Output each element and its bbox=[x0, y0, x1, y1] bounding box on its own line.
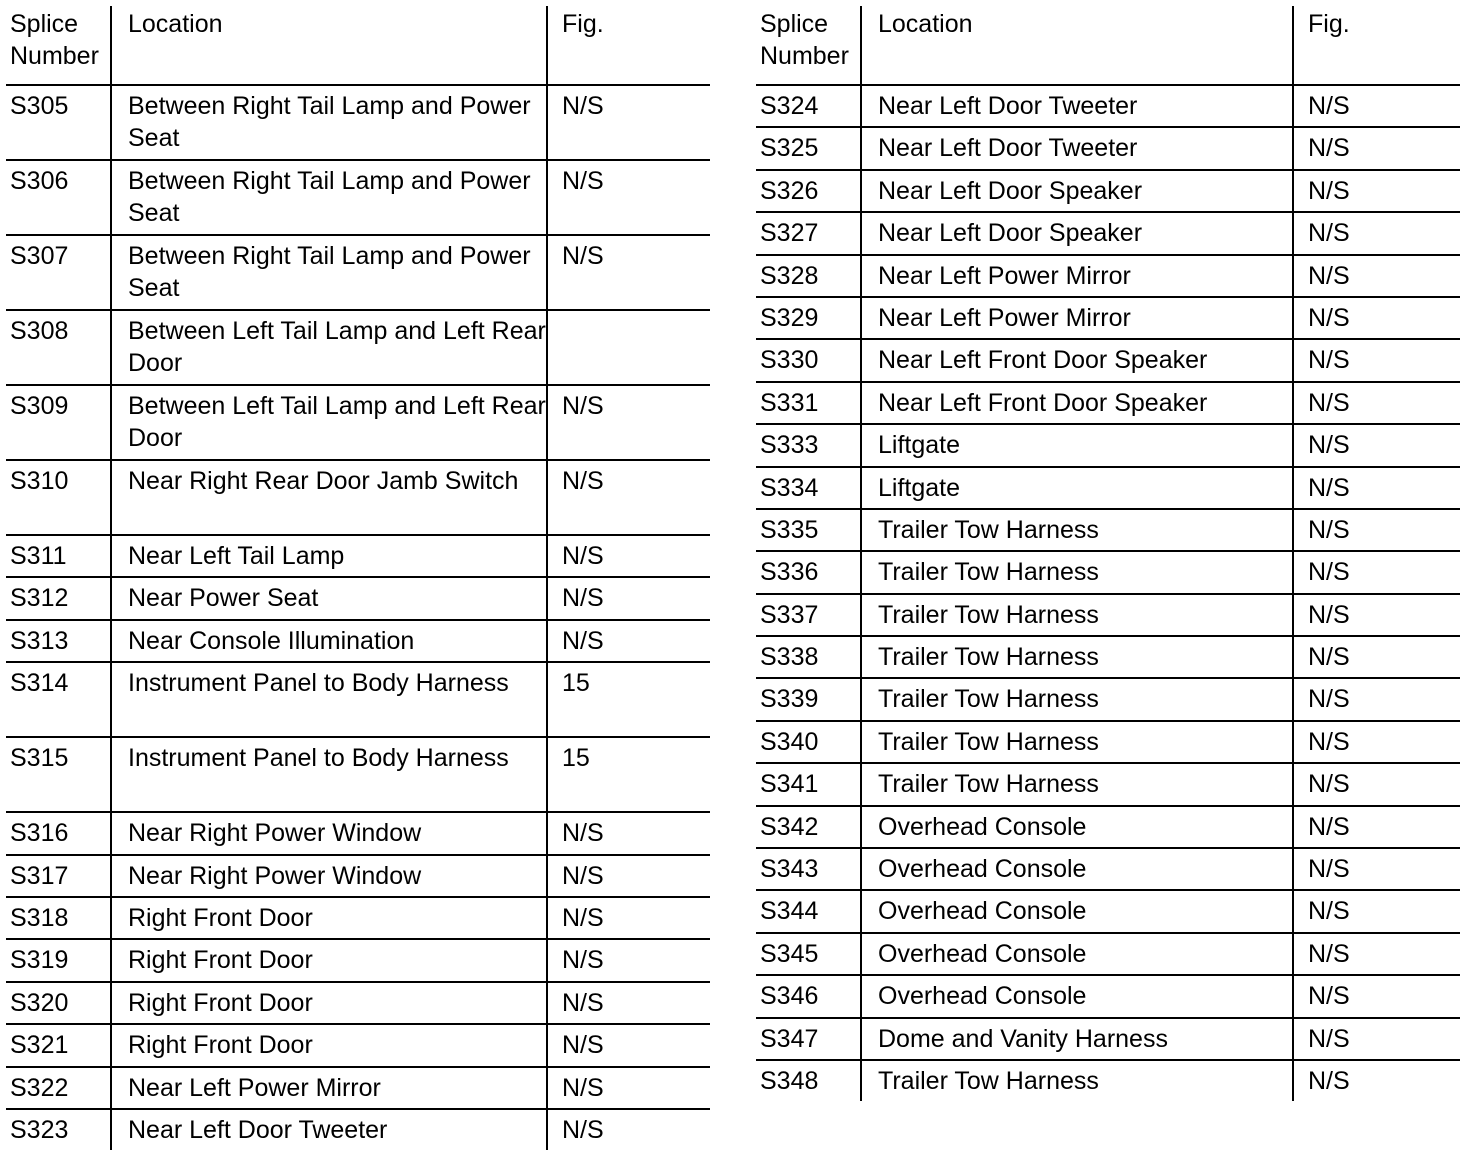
splice-number-cell: S312 bbox=[6, 576, 110, 618]
location-cell: Near Left Front Door Speaker bbox=[860, 381, 1292, 423]
fig-cell: N/S bbox=[1292, 805, 1460, 847]
location-cell: Liftgate bbox=[860, 423, 1292, 465]
location-cell: Near Power Seat bbox=[110, 576, 546, 618]
fig-cell: N/S bbox=[546, 384, 710, 459]
header-location: Location bbox=[860, 6, 1292, 84]
splice-number-cell: S348 bbox=[756, 1059, 860, 1101]
location-cell: Near Left Door Speaker bbox=[860, 211, 1292, 253]
fig-cell: N/S bbox=[1292, 593, 1460, 635]
fig-cell: N/S bbox=[1292, 338, 1460, 380]
location-cell: Near Left Door Tweeter bbox=[860, 84, 1292, 126]
location-cell: Trailer Tow Harness bbox=[860, 762, 1292, 804]
header-fig: Fig. bbox=[546, 6, 710, 84]
splice-table-right bbox=[756, 6, 1460, 1101]
splice-number-cell: S342 bbox=[756, 805, 860, 847]
location-cell: Overhead Console bbox=[860, 805, 1292, 847]
location-cell: Near Right Power Window bbox=[110, 854, 546, 896]
splice-number-cell: S326 bbox=[756, 169, 860, 211]
fig-cell: N/S bbox=[1292, 169, 1460, 211]
location-cell: Near Right Rear Door Jamb Switch bbox=[110, 459, 546, 534]
fig-cell: N/S bbox=[546, 1066, 710, 1108]
fig-cell: N/S bbox=[1292, 211, 1460, 253]
splice-number-cell: S345 bbox=[756, 932, 860, 974]
fig-cell: N/S bbox=[546, 938, 710, 980]
fig-cell: N/S bbox=[546, 1023, 710, 1065]
location-cell: Between Left Tail Lamp and Left Rear Door bbox=[110, 384, 546, 459]
location-cell: Trailer Tow Harness bbox=[860, 550, 1292, 592]
location-cell: Overhead Console bbox=[860, 974, 1292, 1016]
splice-number-cell: S309 bbox=[6, 384, 110, 459]
splice-number-cell: S325 bbox=[756, 126, 860, 168]
fig-cell: N/S bbox=[1292, 932, 1460, 974]
location-cell: Overhead Console bbox=[860, 847, 1292, 889]
location-cell: Trailer Tow Harness bbox=[860, 635, 1292, 677]
splice-number-cell: S308 bbox=[6, 309, 110, 384]
location-cell: Right Front Door bbox=[110, 938, 546, 980]
location-cell: Instrument Panel to Body Harness bbox=[110, 661, 546, 736]
location-cell: Right Front Door bbox=[110, 981, 546, 1023]
fig-cell: 15 bbox=[546, 736, 710, 811]
fig-cell: N/S bbox=[1292, 847, 1460, 889]
splice-number-cell: S319 bbox=[6, 938, 110, 980]
fig-cell: N/S bbox=[546, 854, 710, 896]
fig-cell: N/S bbox=[1292, 423, 1460, 465]
fig-cell: N/S bbox=[1292, 550, 1460, 592]
location-cell: Trailer Tow Harness bbox=[860, 1059, 1292, 1101]
fig-cell: N/S bbox=[1292, 381, 1460, 423]
splice-number-cell: S310 bbox=[6, 459, 110, 534]
location-cell: Between Right Tail Lamp and Power Seat bbox=[110, 84, 546, 159]
splice-number-cell: S337 bbox=[756, 593, 860, 635]
header-splice-number: Splice Number bbox=[760, 10, 849, 70]
splice-number-cell: S311 bbox=[6, 534, 110, 576]
location-cell: Instrument Panel to Body Harness bbox=[110, 736, 546, 811]
location-cell: Right Front Door bbox=[110, 1023, 546, 1065]
fig-cell: N/S bbox=[546, 619, 710, 661]
splice-number-cell: S318 bbox=[6, 896, 110, 938]
splice-number-cell: S323 bbox=[6, 1108, 110, 1150]
location-cell: Liftgate bbox=[860, 466, 1292, 508]
splice-number-cell: S317 bbox=[6, 854, 110, 896]
splice-number-cell: S343 bbox=[756, 847, 860, 889]
location-cell: Near Console Illumination bbox=[110, 619, 546, 661]
splice-number-cell: S335 bbox=[756, 508, 860, 550]
location-cell: Trailer Tow Harness bbox=[860, 677, 1292, 719]
fig-cell: N/S bbox=[1292, 254, 1460, 296]
splice-number-cell: S320 bbox=[6, 981, 110, 1023]
header-location: Location bbox=[110, 6, 546, 84]
fig-cell: N/S bbox=[546, 576, 710, 618]
fig-cell: N/S bbox=[546, 84, 710, 159]
splice-number-cell: S333 bbox=[756, 423, 860, 465]
splice-number-cell: S306 bbox=[6, 159, 110, 234]
fig-cell: N/S bbox=[546, 1108, 710, 1150]
header-fig: Fig. bbox=[1292, 6, 1460, 84]
location-cell: Between Right Tail Lamp and Power Seat bbox=[110, 159, 546, 234]
fig-cell: N/S bbox=[1292, 889, 1460, 931]
fig-cell: N/S bbox=[1292, 762, 1460, 804]
splice-number-cell: S314 bbox=[6, 661, 110, 736]
location-cell: Near Left Tail Lamp bbox=[110, 534, 546, 576]
splice-number-cell: S330 bbox=[756, 338, 860, 380]
splice-number-cell: S316 bbox=[6, 811, 110, 853]
splice-number-cell: S341 bbox=[756, 762, 860, 804]
splice-table-left bbox=[6, 6, 710, 1150]
splice-number-cell: S336 bbox=[756, 550, 860, 592]
fig-cell: N/S bbox=[1292, 126, 1460, 168]
fig-cell: N/S bbox=[546, 534, 710, 576]
location-cell: Near Left Front Door Speaker bbox=[860, 338, 1292, 380]
location-cell: Dome and Vanity Harness bbox=[860, 1017, 1292, 1059]
fig-cell: N/S bbox=[1292, 466, 1460, 508]
location-cell: Near Left Power Mirror bbox=[860, 296, 1292, 338]
splice-number-cell: S340 bbox=[756, 720, 860, 762]
fig-cell: N/S bbox=[546, 896, 710, 938]
fig-cell: N/S bbox=[1292, 974, 1460, 1016]
splice-number-cell: S338 bbox=[756, 635, 860, 677]
fig-cell: N/S bbox=[1292, 720, 1460, 762]
fig-cell: N/S bbox=[1292, 635, 1460, 677]
location-cell: Right Front Door bbox=[110, 896, 546, 938]
splice-number-cell: S329 bbox=[756, 296, 860, 338]
location-cell: Between Left Tail Lamp and Left Rear Door bbox=[110, 309, 546, 384]
splice-number-cell: S344 bbox=[756, 889, 860, 931]
location-cell: Overhead Console bbox=[860, 889, 1292, 931]
location-cell: Near Left Door Speaker bbox=[860, 169, 1292, 211]
splice-number-cell: S305 bbox=[6, 84, 110, 159]
splice-number-cell: S328 bbox=[756, 254, 860, 296]
fig-cell: N/S bbox=[546, 811, 710, 853]
location-cell: Trailer Tow Harness bbox=[860, 593, 1292, 635]
splice-number-cell: S322 bbox=[6, 1066, 110, 1108]
location-cell: Trailer Tow Harness bbox=[860, 508, 1292, 550]
fig-cell: N/S bbox=[1292, 296, 1460, 338]
splice-number-cell: S315 bbox=[6, 736, 110, 811]
fig-cell: N/S bbox=[546, 234, 710, 309]
location-cell: Near Left Power Mirror bbox=[860, 254, 1292, 296]
location-cell: Near Left Power Mirror bbox=[110, 1066, 546, 1108]
splice-number-cell: S321 bbox=[6, 1023, 110, 1065]
splice-number-cell: S327 bbox=[756, 211, 860, 253]
location-cell: Between Right Tail Lamp and Power Seat bbox=[110, 234, 546, 309]
splice-number-cell: S307 bbox=[6, 234, 110, 309]
splice-number-cell: S339 bbox=[756, 677, 860, 719]
fig-cell: N/S bbox=[1292, 508, 1460, 550]
fig-cell bbox=[546, 309, 710, 384]
location-cell: Trailer Tow Harness bbox=[860, 720, 1292, 762]
splice-number-cell: S324 bbox=[756, 84, 860, 126]
fig-cell: N/S bbox=[1292, 1017, 1460, 1059]
fig-cell: N/S bbox=[546, 981, 710, 1023]
location-cell: Near Left Door Tweeter bbox=[110, 1108, 546, 1150]
location-cell: Overhead Console bbox=[860, 932, 1292, 974]
location-cell: Near Left Door Tweeter bbox=[860, 126, 1292, 168]
fig-cell: N/S bbox=[546, 459, 710, 534]
fig-cell: N/S bbox=[1292, 677, 1460, 719]
location-cell: Near Right Power Window bbox=[110, 811, 546, 853]
splice-number-cell: S313 bbox=[6, 619, 110, 661]
splice-number-cell: S331 bbox=[756, 381, 860, 423]
splice-number-cell: S346 bbox=[756, 974, 860, 1016]
splice-number-cell: S334 bbox=[756, 466, 860, 508]
fig-cell: N/S bbox=[1292, 84, 1460, 126]
fig-cell: 15 bbox=[546, 661, 710, 736]
fig-cell: N/S bbox=[1292, 1059, 1460, 1101]
splice-number-cell: S347 bbox=[756, 1017, 860, 1059]
header-splice-number: Splice Number bbox=[10, 10, 99, 70]
fig-cell: N/S bbox=[546, 159, 710, 234]
